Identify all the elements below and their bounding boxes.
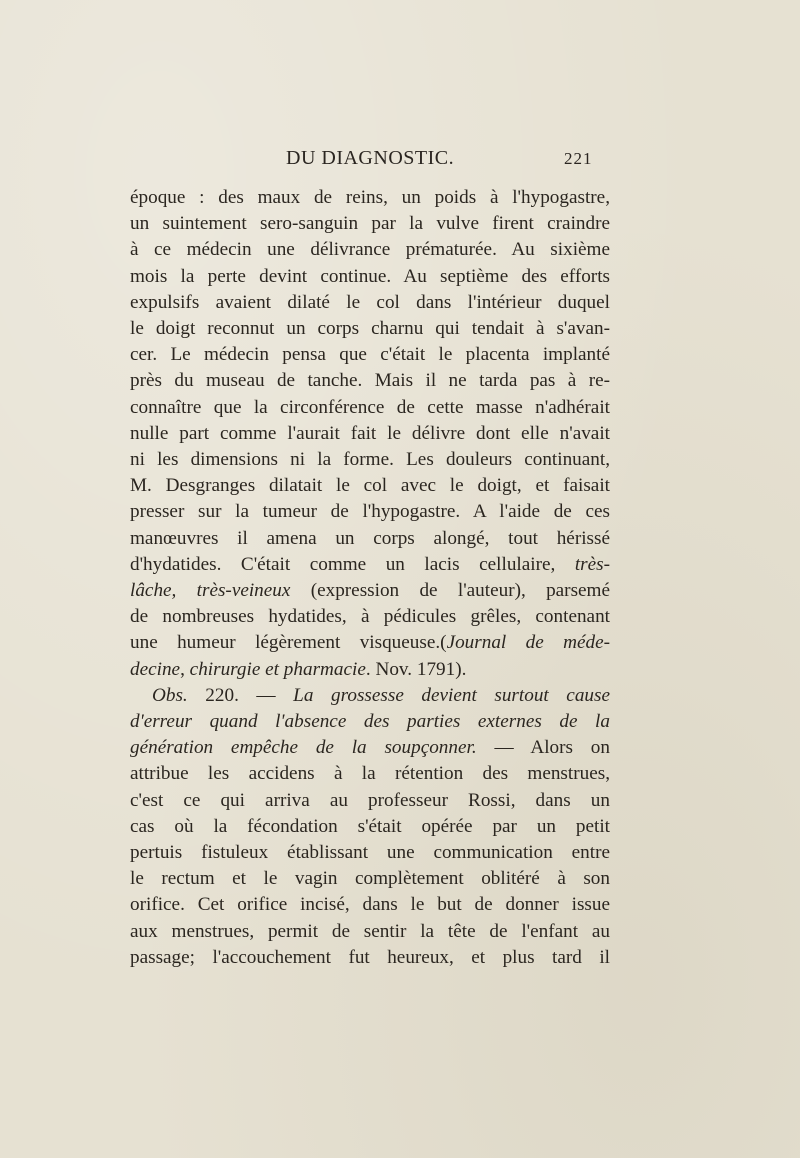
text-span: orifice. Cet orifice incisé, dans le but de donner issue: [130, 894, 610, 915]
text-span: nulle part comme l'aurait fait le délivre dont elle n'avait: [130, 423, 610, 444]
text-line: [130, 840, 610, 866]
text-span: aux menstrues, permit de sentir la tête de l'enfant au: [130, 921, 610, 942]
text-line: [130, 709, 610, 735]
text-line: [130, 761, 610, 787]
text-line: [152, 683, 610, 709]
text-line: [130, 185, 610, 211]
italic-text: Obs.: [152, 685, 188, 706]
text-span: attribue les accidens à la rétention des menstrues,: [130, 763, 610, 784]
text-line: [130, 945, 610, 971]
text-span: expulsifs avaient dilaté le col dans l'intérieur duquel: [130, 292, 610, 313]
text-span: connaître que la circonférence de cette masse n'adhérait: [130, 397, 610, 418]
running-title: DU DIAGNOSTIC.: [286, 147, 455, 169]
text-span: de nombreuses hydatides, à pédicules grêles, contenant: [130, 606, 610, 627]
text-span: pertuis fistuleux établissant une communication entre: [130, 842, 610, 863]
text-line: [130, 447, 610, 473]
text-span: le doigt reconnut un corps charnu qui tendait à s'avan-: [130, 318, 610, 339]
text-span: (expression de l'auteur), parsemé: [290, 580, 610, 601]
italic-text: génération empêche de la soupçonner.: [130, 737, 477, 758]
text-line: [130, 630, 610, 656]
page-header: [0, 147, 800, 179]
page-number: 221: [564, 149, 593, 168]
italic-text: La grossesse devient surtout cause: [293, 685, 610, 706]
italic-text: d'erreur quand l'absence des parties externes de la: [130, 711, 610, 732]
text-line: [130, 814, 610, 840]
italic-text: chirurgie et pharmacie: [189, 659, 366, 680]
italic-text: decine: [130, 659, 181, 680]
italic-text: Journal de méde-: [446, 632, 610, 653]
text-span: cer. Le médecin pensa que c'était le placenta implanté: [130, 344, 610, 365]
text-span: près du museau de tanche. Mais il ne tarda pas à re-: [130, 370, 610, 391]
text-span: — Alors on: [476, 737, 610, 758]
text-span: c'est ce qui arriva au professeur Rossi, dans un: [130, 790, 610, 811]
text-line: [130, 342, 610, 368]
text-span: passage; l'accouchement fut heureux, et plus tard il: [130, 947, 610, 968]
text-span: mois la perte devint continue. Au septième des efforts: [130, 266, 610, 287]
text-line: [130, 499, 610, 525]
text-line: [130, 421, 610, 447]
text-line: [130, 368, 610, 394]
italic-text: très-: [574, 554, 610, 575]
text-line: [130, 735, 610, 761]
text-line: [130, 473, 610, 499]
text-line: [130, 316, 610, 342]
text-line: [130, 552, 610, 578]
text-line: [130, 395, 610, 421]
text-line: [130, 657, 610, 683]
text-span: 220. —: [187, 685, 294, 706]
text-span: une humeur légèrement visqueuse.(: [130, 632, 447, 653]
text-span: manœuvres il amena un corps alongé, tout hérissé: [130, 528, 610, 549]
italic-text: lâche, très-veineux: [130, 580, 291, 601]
text-span: cas où la fécondation s'était opérée par un petit: [130, 816, 610, 837]
text-span: d'hydatides. C'était comme un lacis cellulaire,: [130, 554, 575, 575]
text-span: le rectum et le vagin complètement oblitéré à son: [130, 868, 610, 889]
text-line: [130, 892, 610, 918]
text-line: [130, 237, 610, 263]
text-line: [130, 290, 610, 316]
text-line: [130, 919, 610, 945]
text-line: [130, 264, 610, 290]
text-span: ,: [180, 659, 190, 680]
text-span: . Nov. 1791).: [365, 659, 467, 680]
text-line: [130, 211, 610, 237]
text-line: [130, 526, 610, 552]
text-line: [130, 578, 610, 604]
text-line: [130, 866, 610, 892]
text-span: époque : des maux de reins, un poids à l'hypogastre,: [130, 187, 610, 208]
text-span: M. Desgranges dilatait le col avec le doigt, et faisait: [130, 475, 610, 496]
text-span: un suintement sero-sanguin par la vulve firent craindre: [130, 213, 610, 234]
text-span: à ce médecin une délivrance prématurée. Au sixième: [130, 239, 610, 260]
text-span: ni les dimensions ni la forme. Les douleurs continuant,: [130, 449, 610, 470]
text-span: presser sur la tumeur de l'hypogastre. A l'aide de ces: [130, 501, 610, 522]
text-line: [130, 788, 610, 814]
text-line: [130, 604, 610, 630]
